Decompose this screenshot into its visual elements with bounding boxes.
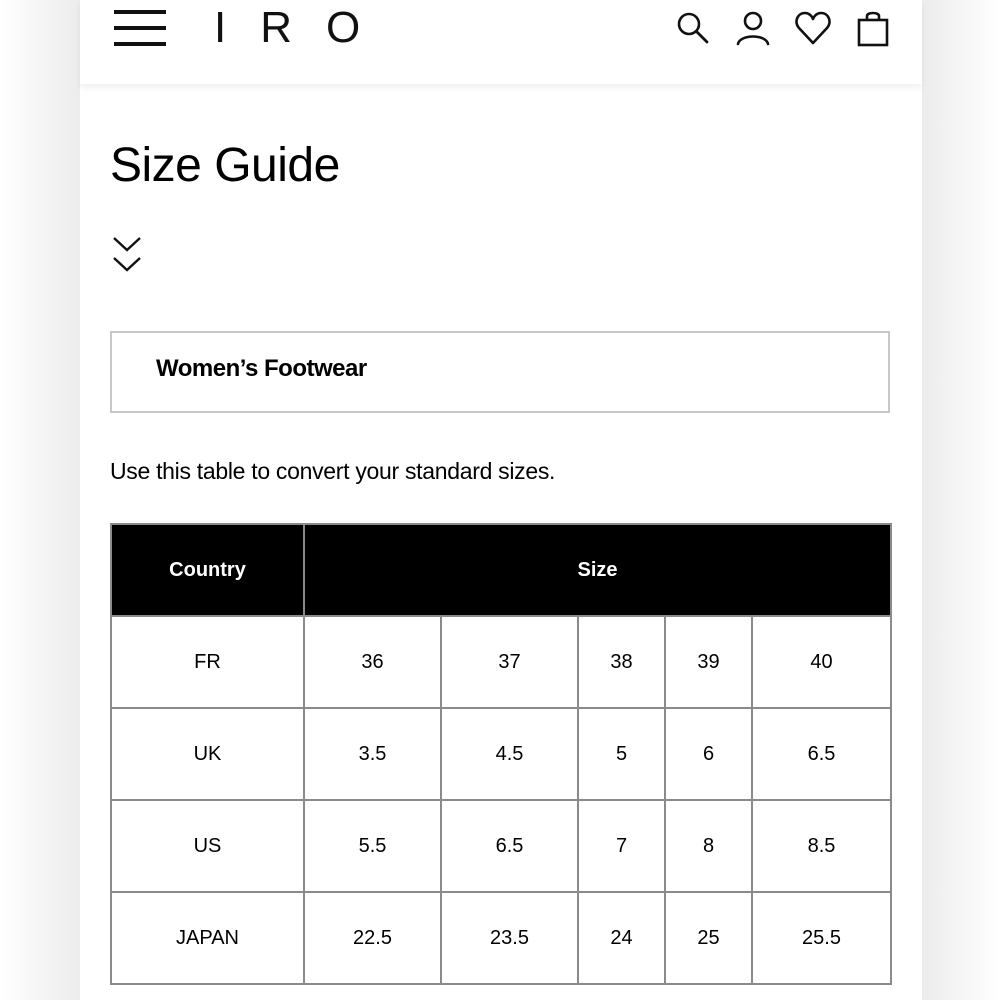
left-backdrop [0,0,80,1000]
row-country: JAPAN [111,892,304,984]
row-country: US [111,800,304,892]
size-cell: 39 [665,616,752,708]
header-icon-group [674,6,892,50]
table-row [111,800,891,892]
page-title: Size Guide [110,139,340,192]
intro-text: Use this table to convert your standard sizes. [110,458,556,484]
size-cell: 3.5 [304,708,441,800]
column-header-country: Country [111,524,304,616]
size-cell: 6.5 [752,708,891,800]
size-cell: 6.5 [441,800,578,892]
shopping-bag-icon[interactable] [854,8,892,48]
wishlist-heart-icon[interactable] [794,8,832,48]
category-selector[interactable] [110,331,890,413]
row-country: UK [111,708,304,800]
table-header-row [111,524,891,616]
size-cell: 40 [752,616,891,708]
size-cell: 22.5 [304,892,441,984]
site-header [80,0,922,84]
size-cell: 36 [304,616,441,708]
column-header-size: Size [304,524,891,616]
size-cell: 6 [665,708,752,800]
size-conversion-table [110,523,892,985]
size-cell: 25 [665,892,752,984]
menu-icon[interactable] [114,6,166,48]
chevron-down-icon[interactable] [112,232,142,276]
table-row [111,892,891,984]
table-row [111,616,891,708]
brand-logo[interactable]: IRO [214,3,395,52]
right-backdrop [922,0,1000,1000]
size-cell: 38 [578,616,665,708]
size-cell: 8 [665,800,752,892]
row-country: FR [111,616,304,708]
size-cell: 23.5 [441,892,578,984]
size-cell: 24 [578,892,665,984]
size-cell: 8.5 [752,800,891,892]
size-cell: 4.5 [441,708,578,800]
size-cell: 7 [578,800,665,892]
size-cell: 37 [441,616,578,708]
table-row [111,708,891,800]
size-cell: 5 [578,708,665,800]
size-cell: 5.5 [304,800,441,892]
category-label: Women’s Footwear [156,355,367,382]
size-cell: 25.5 [752,892,891,984]
search-icon[interactable] [674,8,712,48]
account-icon[interactable] [734,8,772,48]
